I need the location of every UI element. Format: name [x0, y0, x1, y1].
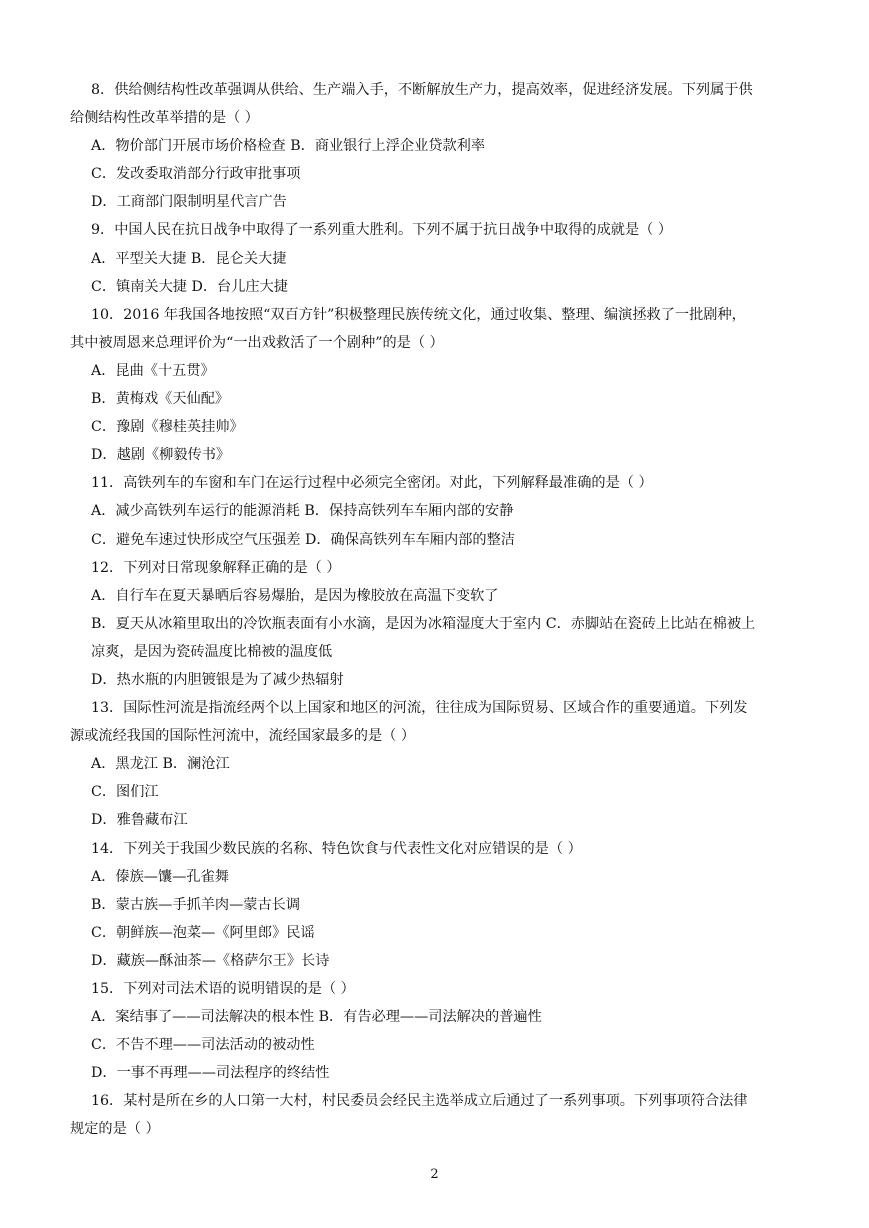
- question-stem-line: 9．中国人民在抗日战争中取得了一系列重大胜利。下列不属于抗日战争中取得的成就是（ ）: [91, 222, 673, 239]
- option-line: C．发改委取消部分行政审批事项: [91, 166, 301, 183]
- option-line: D．工商部门限制明星代言广告: [91, 194, 287, 211]
- question-stem-line: 16．某村是所在乡的人口第一大村，村民委员会经民主选举成立后通过了一系列事项。下列事项符合法律: [91, 1093, 748, 1110]
- option-line: A．黑龙江 B．澜沧江: [91, 756, 230, 773]
- option-line: B．蒙古族—手抓羊肉—蒙古长调: [91, 896, 301, 913]
- question-11: [70, 469, 812, 553]
- option-line: D．热水瓶的内胆镀银是为了减少热辐射: [91, 671, 344, 688]
- question-stem-line: 11．高铁列车的车窗和车门在运行过程中必须完全密闭。对此，下列解释最准确的是（ ）: [91, 475, 653, 492]
- question-12: [70, 554, 812, 694]
- option-line: A．案结事了——司法解决的根本性 B．有告必理——司法解决的普遍性: [91, 1009, 542, 1026]
- question-13: [70, 694, 812, 834]
- option-line: A．傣族—馕—孔雀舞: [91, 868, 229, 885]
- question-stem-line: 规定的是（ ）: [70, 1121, 160, 1138]
- option-line: C．图们江: [91, 784, 159, 801]
- question-stem-line: 8．供给侧结构性改革强调从供给、生产端入手，不断解放生产力，提高效率，促进经济发展。下列属于供: [91, 82, 753, 98]
- option-line: A．平型关大捷 B．昆仑关大捷: [91, 250, 287, 267]
- option-line: D．雅鲁藏布江: [91, 812, 188, 829]
- page-number: 2: [430, 1167, 439, 1182]
- option-line: D．越剧《柳毅传书》: [91, 447, 231, 464]
- option-line: 凉爽，是因为瓷砖温度比棉被的温度低: [91, 643, 333, 660]
- question-15: [70, 975, 812, 1087]
- option-line: D．藏族—酥油茶—《格萨尔王》长诗: [91, 952, 330, 969]
- option-line: B．夏天从冰箱里取出的冷饮瓶表面有小水滴，是因为冰箱湿度大于室内 C．赤脚站在瓷砖上比站在棉被上: [91, 615, 756, 632]
- option-line: C．不告不理——司法活动的被动性: [91, 1037, 315, 1054]
- question-stem-line: 给侧结构性改革举措的是（ ）: [70, 110, 259, 127]
- option-line: A．自行车在夏天暴晒后容易爆胎，是因为橡胶放在高温下变软了: [91, 587, 499, 604]
- question-stem-line: 15．下列对司法术语的说明错误的是（ ）: [91, 981, 355, 997]
- question-9: [70, 216, 812, 300]
- option-line: C．朝鲜族—泡菜—《阿里郎》民谣: [91, 924, 315, 941]
- option-line: A．物价部门开展市场价格检查 B．商业银行上浮企业贷款利率: [91, 138, 486, 155]
- question-8: [70, 76, 812, 216]
- question-14: [70, 835, 812, 975]
- question-stem-line: 其中被周恩来总理评价为“一出戏救活了一个剧种”的是（ ）: [70, 334, 444, 351]
- option-line: C．避免车速过快形成空气压强差 D．确保高铁列车车厢内部的整洁: [91, 531, 515, 548]
- question-stem-line: 10．2016 年我国各地按照“双百方针”积极整理民族传统文化，通过收集、整理、编演拯救了一批剧种，: [91, 306, 746, 323]
- question-stem-line: 12．下列对日常现象解释正确的是（ ）: [91, 559, 341, 576]
- question-stem-line: 源或流经我国的国际性河流中，流经国家最多的是（ ）: [70, 728, 416, 745]
- question-stem-line: 14．下列关于我国少数民族的名称、特色饮食与代表性文化对应错误的是（ ）: [91, 840, 582, 857]
- option-line: A．减少高铁列车运行的能源消耗 B．保持高铁列车车厢内部的安静: [91, 503, 514, 520]
- option-line: B．黄梅戏《天仙配》: [91, 391, 230, 408]
- question-10: [70, 301, 812, 470]
- question-stem-line: 13．国际性河流是指流经两个以上国家和地区的河流，往往成为国际贸易、区域合作的重要通道。下列发: [91, 700, 748, 717]
- option-line: A．昆曲《十五贯》: [91, 362, 215, 379]
- option-line: C．镇南关大捷 D．台儿庄大捷: [91, 278, 288, 295]
- question-list: [70, 76, 812, 1144]
- option-line: D．一事不再理——司法程序的终结性: [91, 1065, 330, 1082]
- option-line: C．豫剧《穆桂英挂帅》: [91, 419, 244, 436]
- question-16: [70, 1087, 812, 1143]
